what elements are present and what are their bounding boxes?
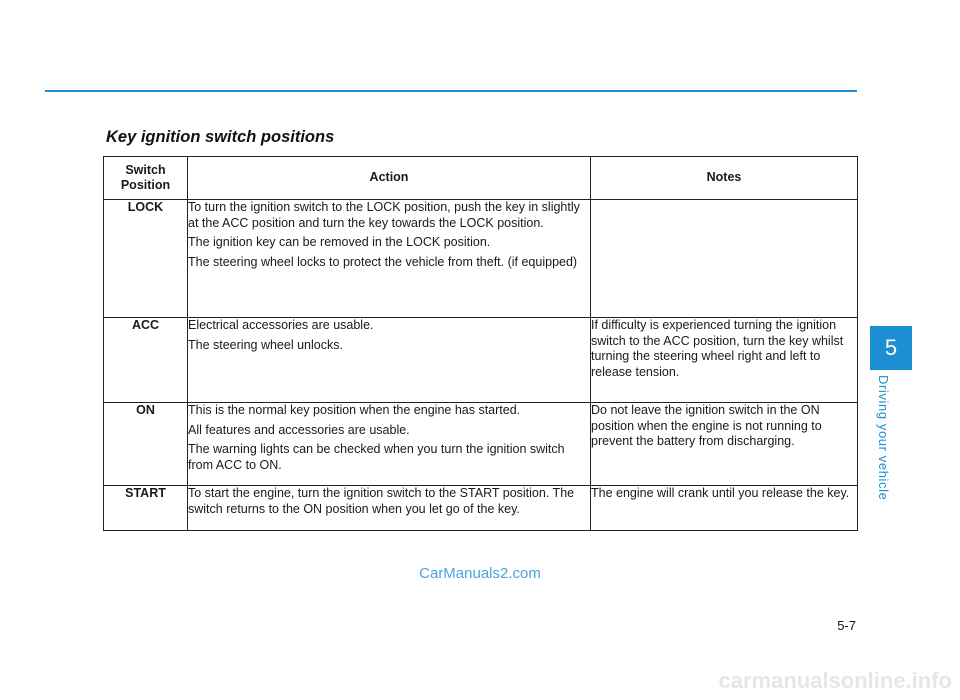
chapter-number-tab: 5	[870, 326, 912, 370]
action-text: This is the normal key position when the engine has started.	[188, 403, 521, 417]
action-text: To turn the ignition switch to the LOCK position, push the key in slightly at the ACC position and turn the key towards the LOCK position.	[188, 200, 580, 230]
footer-watermark: carmanualsonline.info	[718, 668, 952, 693]
notes-cell	[591, 318, 858, 403]
action-text: All features and accessories are usable.	[188, 422, 410, 437]
action-text: Electrical accessories are usable.	[188, 318, 374, 332]
action-cell	[188, 200, 591, 318]
header-rule	[45, 90, 857, 92]
header-switch-position	[104, 157, 188, 200]
notes-cell	[591, 200, 858, 318]
table-header-row	[104, 157, 858, 200]
table-row-on	[104, 403, 858, 486]
header-notes: Notes	[591, 157, 858, 200]
position-cell: START	[104, 486, 188, 531]
position-cell: LOCK	[104, 200, 188, 318]
page-number: 5-7	[837, 618, 856, 633]
chapter-label: Driving your vehicle	[876, 375, 891, 501]
action-text: To start the engine, turn the ignition switch to the START position. The switch returns to the ON position when you let go of the key.	[188, 486, 575, 516]
notes-cell	[591, 403, 858, 486]
action-cell	[188, 403, 591, 486]
ignition-positions-table	[103, 156, 858, 531]
header-switch-label: Switch	[125, 162, 166, 177]
action-cell	[188, 318, 591, 403]
action-text: The steering wheel locks to protect the vehicle from theft. (if equipped)	[188, 254, 578, 269]
position-cell: ACC	[104, 318, 188, 403]
table-row-lock	[104, 200, 858, 318]
notes-text: If difficulty is experienced turning the ignition switch to the ACC position, turn the key whilst turning the steering wheel right and left to release tension.	[591, 318, 844, 379]
table-row-acc	[104, 318, 858, 403]
notes-cell	[591, 486, 858, 531]
notes-text: The engine will crank until you release the key.	[591, 486, 850, 500]
action-text: The ignition key can be removed in the LOCK position.	[188, 235, 491, 249]
watermark-link[interactable]: CarManuals2.com	[419, 565, 541, 582]
header-position-label: Position	[120, 178, 171, 192]
action-text: The steering wheel unlocks.	[188, 337, 343, 352]
table-row-start	[104, 486, 858, 531]
header-action: Action	[188, 157, 591, 200]
notes-text: Do not leave the ignition switch in the ON position when the engine is not running to prevent the battery from discharging.	[591, 403, 822, 448]
action-text: The warning lights can be checked when you turn the ignition switch from ACC to ON.	[188, 442, 565, 472]
section-title: Key ignition switch positions	[106, 128, 335, 146]
action-cell	[188, 486, 591, 531]
position-cell: ON	[104, 403, 188, 486]
